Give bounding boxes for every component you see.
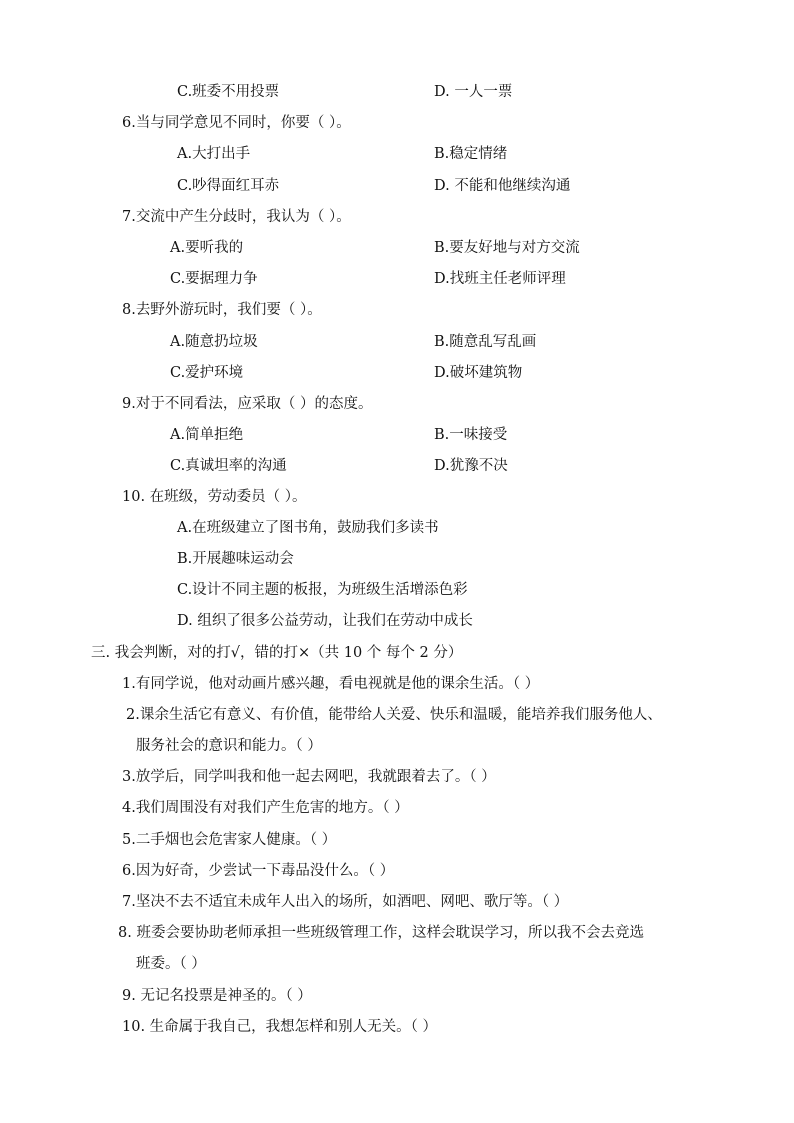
q6-option-c: C.吵得面红耳赤	[177, 178, 280, 194]
q6-option-d: D. 不能和他继续沟通	[434, 178, 571, 194]
tf-item-8-line-2: 班委。（ ）	[136, 956, 206, 972]
q8-option-b: B.随意乱写乱画	[434, 334, 537, 350]
tf-item-6: 6.因为好奇，少尝试一下毒品没什么。（ ）	[122, 863, 395, 879]
q8-option-c: C.爱护环境	[170, 365, 244, 381]
q10-option-c: C.设计不同主题的板报，为班级生活增添色彩	[177, 582, 468, 598]
tf-item-2-line-1: 2.课余生活它有意义、有价值，能带给人关爱、快乐和温暖，能培养我们服务他人、	[126, 707, 662, 723]
q9-option-a: A.简单拒绝	[170, 427, 244, 443]
q10-option-a: A.在班级建立了图书角，鼓励我们多读书	[177, 520, 439, 536]
q8-stem: 8.去野外游玩时，我们要（ ）。	[122, 302, 322, 318]
q8-option-a: A.随意扔垃圾	[170, 334, 258, 350]
q8-option-d: D.破坏建筑物	[434, 365, 523, 381]
q6-option-a: A.大打出手	[177, 146, 251, 162]
q5-option-c: C.班委不用投票	[177, 84, 280, 100]
q6-option-b: B.稳定情绪	[434, 146, 508, 162]
q7-option-b: B.要友好地与对方交流	[434, 240, 580, 256]
tf-item-2-line-2: 服务社会的意识和能力。（ ）	[136, 738, 322, 754]
q9-option-b: B.一味接受	[434, 427, 508, 443]
q9-stem: 9.对于不同看法，应采取（ ）的态度。	[122, 396, 373, 412]
tf-item-10: 10. 生命属于我自己，我想怎样和别人无关。（ ）	[122, 1019, 438, 1035]
tf-item-1: 1.有同学说，他对动画片感兴趣，看电视就是他的课余生活。（ ）	[122, 676, 540, 692]
q5-option-d: D. 一人一票	[434, 84, 513, 100]
q10-stem: 10. 在班级，劳动委员（ ）。	[122, 489, 307, 505]
q9-option-d: D.犹豫不决	[434, 458, 508, 474]
tf-item-9: 9. 无记名投票是神圣的。（ ）	[122, 988, 312, 1004]
tf-item-3: 3.放学后，同学叫我和他一起去网吧，我就跟着去了。（ ）	[122, 769, 496, 785]
q7-option-a: A.要听我的	[170, 240, 244, 256]
q7-stem: 7.交流中产生分歧时，我认为（ ）。	[122, 209, 351, 225]
tf-item-7: 7.坚决不去不适宜未成年人出入的场所，如酒吧、网吧、歌厅等。（ ）	[122, 894, 569, 910]
q10-option-b: B.开展趣味运动会	[177, 551, 294, 567]
tf-item-5: 5.二手烟也会危害家人健康。（ ）	[122, 832, 337, 848]
section-heading-judgement: 三. 我会判断，对的打√，错的打×（共 10 个 每个 2 分）	[91, 645, 463, 661]
tf-item-4: 4.我们周围没有对我们产生危害的地方。（ ）	[122, 800, 409, 816]
q7-option-d: D.找班主任老师评理	[434, 271, 566, 287]
tf-item-8-line-1: 8. 班委会要协助老师承担一些班级管理工作，这样会耽误学习，所以我不会去竞选	[118, 925, 644, 941]
q9-option-c: C.真诚坦率的沟通	[170, 458, 287, 474]
q6-stem: 6.当与同学意见不同时，你要（ ）。	[122, 115, 351, 131]
q7-option-c: C.要据理力争	[170, 271, 258, 287]
q10-option-d: D. 组织了很多公益劳动，让我们在劳动中成长	[177, 613, 473, 629]
